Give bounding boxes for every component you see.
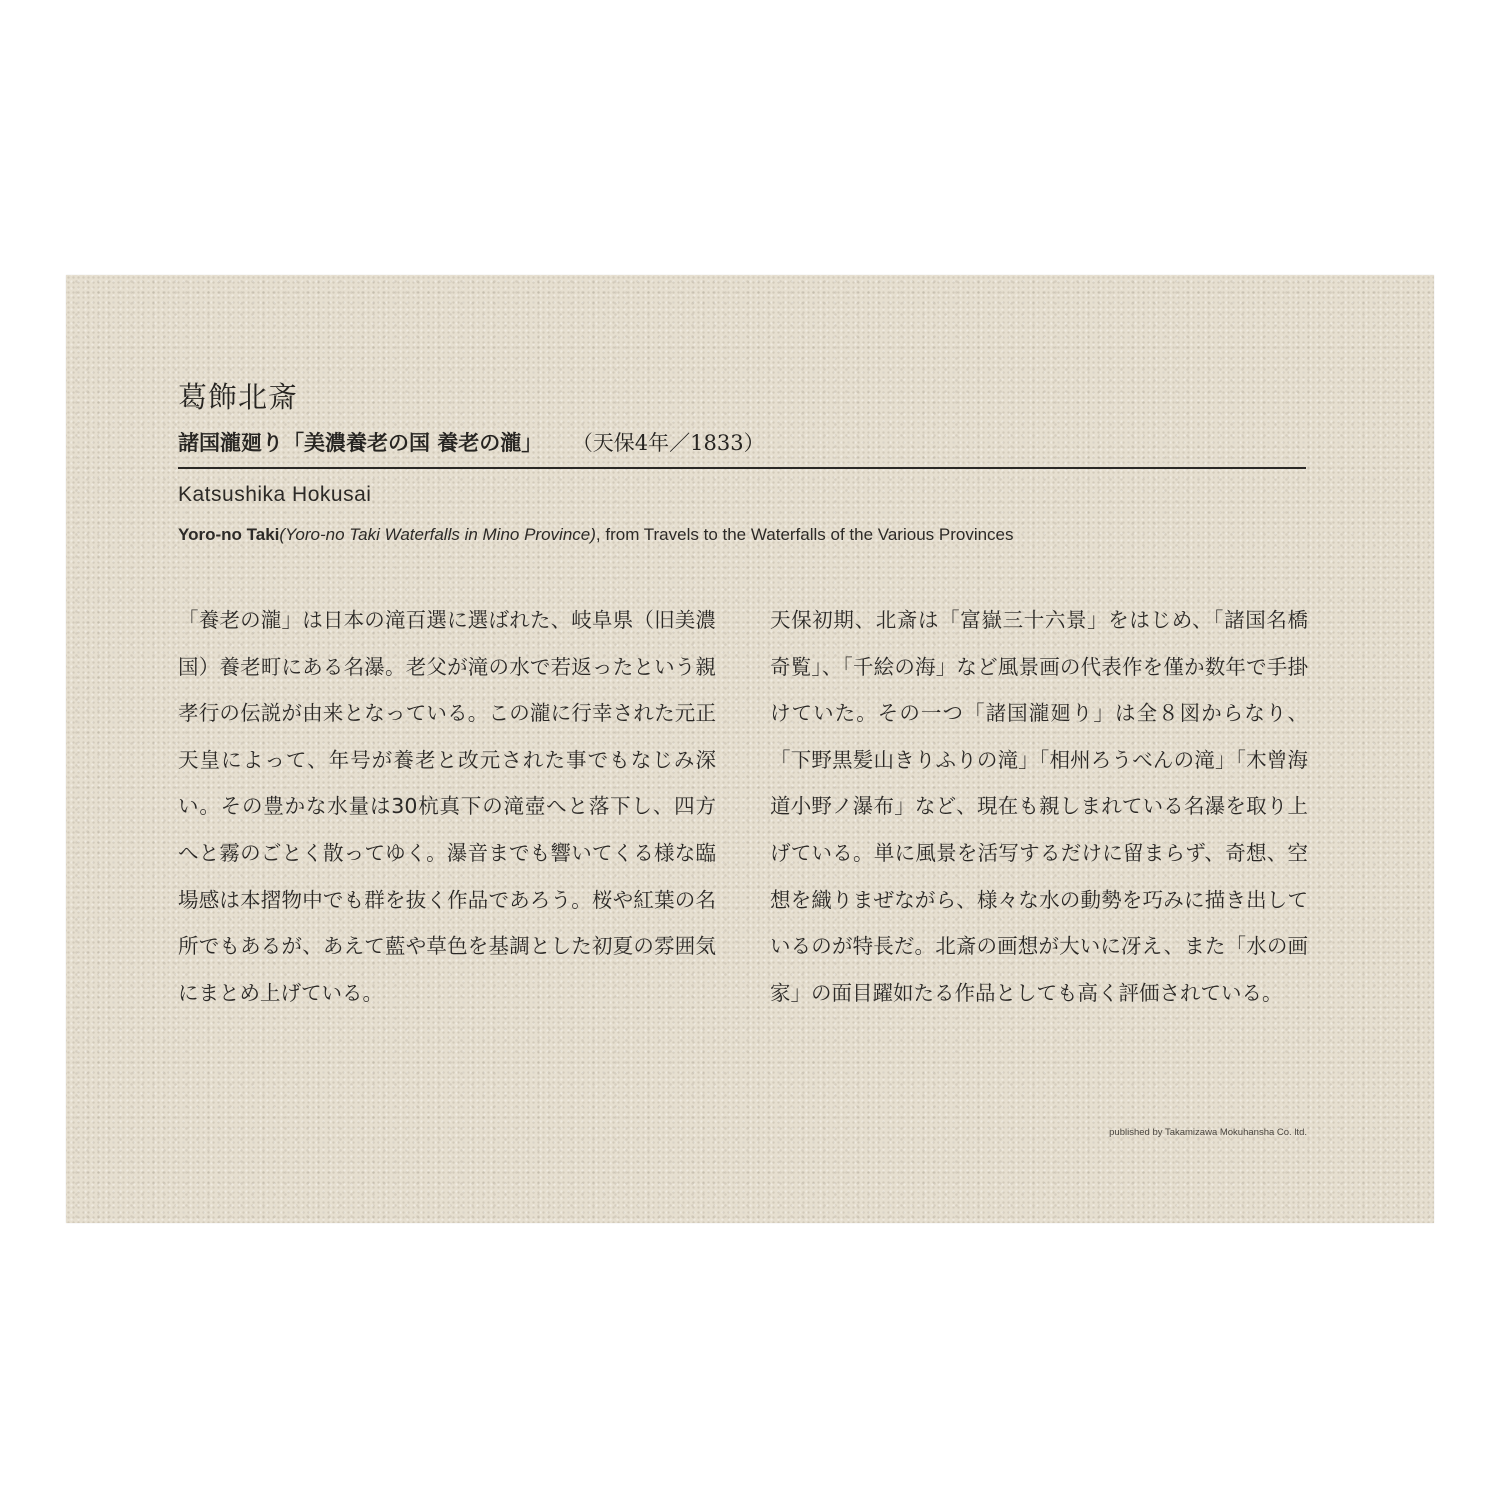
artist-name-english: Katsushika Hokusai [178, 483, 372, 506]
work-title-english-main: Yoro-no Taki [178, 525, 280, 544]
work-title-english [178, 525, 1308, 545]
title-divider [178, 467, 1306, 469]
work-title-japanese: 諸国瀧廻り「美濃養老の国 養老の瀧」 [178, 430, 543, 455]
info-card [66, 275, 1434, 1223]
work-date-japanese: （天保4年／1833） [582, 431, 765, 455]
artist-name-japanese: 葛飾北斎 [178, 380, 299, 414]
work-title-english-italic: (Yoro-no Taki Waterfalls in Mino Province) [279, 525, 596, 544]
description-right-column: 天保初期、北斎は「富嶽三十六景」をはじめ、「諸国名橋奇覧」、「千絵の海」など風景画の代表作を僅か数年で手掛けていた。その一つ「諸国瀧廻り」は全８図からなり、「下野黒髪山きりふりの滝」「相州ろうべんの滝」「木曾海道小野ノ瀑布」など、現在も親しまれている名瀑を取り上げている。単に風景を活写するだけに留まらず、奇想、空想を織りまぜながら、様々な水の動勢を巧みに描き出しているのが特長だ。北斎の画想が大いに冴え、また「水の画家」の面目躍如たる作品としても高く評価されている。 [770, 608, 1308, 1005]
work-title-english-series: , from Travels to the Waterfalls of the Various Provinces [595, 525, 1014, 544]
title-row-japanese [178, 427, 1308, 457]
description-left-column: 「養老の瀧」は日本の滝百選に選ばれた、岐阜県（旧美濃国）養老町にある名瀑。老父が滝の水で若返ったという親孝行の伝説が由来となっている。この瀧に行幸された元正天皇によって、年号が養老と改元された事でもなじみ深い。その豊かな水量は30杭真下の滝壺へと落下し、四方へと霧のごとく散ってゆく。瀑音までも響いてくる様な臨場感は本摺物中でも群を抜く作品であろう。桜や紅葉の名所でもあるが、あえて藍や草色を基調とした初夏の雰囲気にまとめ上げている。 [178, 608, 716, 1005]
publisher-credit: published by Takamizawa Mokuhansha Co. ltd. [1109, 1127, 1307, 1138]
